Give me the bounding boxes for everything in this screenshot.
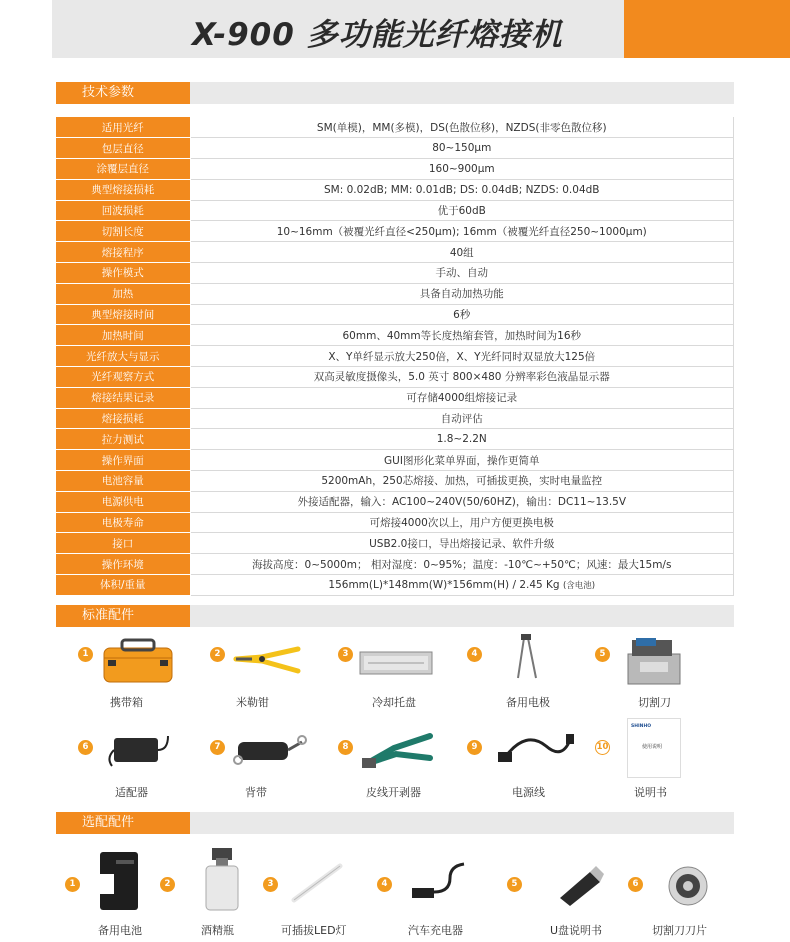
- table-row: [56, 221, 734, 242]
- item-number-badge: 7: [210, 740, 225, 755]
- item-label: 皮线开剥器: [366, 786, 421, 799]
- spec-key: 适用光纤: [56, 117, 190, 138]
- spec-key: 操作界面: [56, 450, 190, 471]
- fiber-cleaver-icon: [622, 636, 686, 688]
- item-number-badge: 3: [338, 647, 353, 662]
- item-label: 备用电池: [98, 924, 142, 937]
- alcohol-bottle-icon: [200, 846, 244, 912]
- spec-value-text: 156mm(L)*148mm(W)*156mm(H) / 2.45 Kg: [328, 578, 560, 591]
- spec-key: 切割长度: [56, 221, 190, 242]
- item-label: 可插拔LED灯: [281, 924, 347, 937]
- header-accent-block: [624, 0, 790, 58]
- power-cord-icon: [496, 726, 576, 772]
- item-label: 冷却托盘: [372, 696, 416, 709]
- section-bar-standard: [56, 605, 734, 627]
- spec-value: 1.8~2.2N: [190, 429, 734, 450]
- spec-note: (含电池): [562, 580, 596, 591]
- spec-key: 电极寿命: [56, 512, 190, 533]
- item-number-badge: 8: [338, 740, 353, 755]
- table-row: [56, 471, 734, 492]
- item-number-badge: 1: [65, 877, 80, 892]
- item-label: 说明书: [634, 786, 667, 799]
- table-row: [56, 179, 734, 200]
- item-number-badge: 1: [78, 647, 93, 662]
- spec-value: 80~150μm: [190, 138, 734, 159]
- spec-value: GUI图形化菜单界面，操作更简单: [190, 450, 734, 471]
- spec-key: 接口: [56, 533, 190, 554]
- header-banner: [52, 0, 740, 58]
- item-number-badge: 2: [210, 647, 225, 662]
- spec-value: 优于60dB: [190, 200, 734, 221]
- usb-drive-icon: [554, 866, 604, 906]
- table-row: [56, 242, 734, 263]
- cooling-tray-icon: [358, 648, 434, 678]
- item-number-badge: 5: [595, 647, 610, 662]
- table-row: [56, 200, 734, 221]
- manual-title: 使用说明: [642, 744, 663, 750]
- table-row: [56, 533, 734, 554]
- spec-value: [190, 575, 734, 596]
- drop-cable-stripper-icon: [360, 728, 436, 772]
- spec-key: 体积/重量: [56, 575, 190, 596]
- table-row: [56, 429, 734, 450]
- spare-electrode-icon: [512, 632, 542, 682]
- table-row: [56, 367, 734, 388]
- spec-key: 光纤观察方式: [56, 367, 190, 388]
- spec-value: 自动评估: [190, 408, 734, 429]
- item-number-badge: 3: [263, 877, 278, 892]
- spec-key: 包层直径: [56, 138, 190, 159]
- item-label: 汽车充电器: [408, 924, 463, 937]
- item-label: 酒精瓶: [201, 924, 234, 937]
- section-bar-tech: [56, 82, 734, 104]
- spec-key: 涂覆层直径: [56, 159, 190, 180]
- spec-value: 60mm、40mm等长度热缩套管，加热时间为16秒: [190, 325, 734, 346]
- table-row: [56, 491, 734, 512]
- section-title-optional: 选配配件: [56, 812, 190, 834]
- section-bar-optional: [56, 812, 734, 834]
- table-row: [56, 283, 734, 304]
- spec-key: 操作模式: [56, 263, 190, 284]
- spec-key: 典型熔接损耗: [56, 179, 190, 200]
- spec-value: X、Y单纤显示放大250倍，X、Y光纤同时双显放大125倍: [190, 346, 734, 367]
- table-row: [56, 387, 734, 408]
- car-charger-icon: [406, 858, 470, 908]
- cleaver-blade-icon: [666, 864, 710, 908]
- table-row: [56, 554, 734, 575]
- table-row: [56, 450, 734, 471]
- spec-value: 外接适配器，输入：AC100~240V(50/60HZ)，输出：DC11~13.5V: [190, 491, 734, 512]
- spec-key: 熔接结果记录: [56, 387, 190, 408]
- spec-value: 手动、自动: [190, 263, 734, 284]
- spec-value: 10~16mm（被覆光纤直径<250μm); 16mm（被覆光纤直径250~1000μm): [190, 221, 734, 242]
- spec-key: 加热时间: [56, 325, 190, 346]
- item-number-badge: 4: [467, 647, 482, 662]
- table-row: [56, 117, 734, 138]
- section-title-standard: 标准配件: [56, 605, 190, 627]
- item-label: 适配器: [115, 786, 148, 799]
- item-label: 备用电极: [506, 696, 550, 709]
- item-label: 电源线: [512, 786, 545, 799]
- table-row: [56, 346, 734, 367]
- spec-value: 可熔接4000次以上，用户方便更换电极: [190, 512, 734, 533]
- table-row: [56, 325, 734, 346]
- table-row: [56, 304, 734, 325]
- spec-key: 电池容量: [56, 471, 190, 492]
- spec-key: 拉力测试: [56, 429, 190, 450]
- spare-battery-icon: [90, 850, 142, 912]
- table-row: [56, 138, 734, 159]
- item-label: U盘说明书: [550, 924, 603, 937]
- spec-key: 光纤放大与显示: [56, 346, 190, 367]
- item-number-badge: 5: [507, 877, 522, 892]
- table-row: [56, 263, 734, 284]
- carrying-case-icon: [100, 636, 176, 686]
- manual-booklet-icon: [627, 718, 681, 778]
- spec-value: SM: 0.02dB; MM: 0.01dB; DS: 0.04dB; NZDS: 0.04dB: [190, 179, 734, 200]
- spec-key: 加热: [56, 283, 190, 304]
- miller-clamp-icon: [232, 645, 302, 675]
- spec-key: 回波损耗: [56, 200, 190, 221]
- spec-key: 电源供电: [56, 491, 190, 512]
- item-label: 背带: [245, 786, 267, 799]
- spec-value: SM(单模)，MM(多模)，DS(色散位移)，NZDS(非零色散位移): [190, 117, 734, 138]
- item-number-badge: 10: [595, 740, 610, 755]
- item-number-badge: 2: [160, 877, 175, 892]
- table-row: [56, 575, 734, 596]
- table-row: [56, 408, 734, 429]
- item-number-badge: 9: [467, 740, 482, 755]
- spec-value: 双高灵敏度摄像头，5.0 英寸 800×480 分辨率彩色液晶显示器: [190, 367, 734, 388]
- item-label: 切割刀刀片: [652, 924, 707, 937]
- spec-value: 160~900μm: [190, 159, 734, 180]
- spec-key: 典型熔接时间: [56, 304, 190, 325]
- page-title: X-900 多功能光纤熔接机: [192, 17, 563, 53]
- led-light-icon: [288, 856, 348, 906]
- table-row: [56, 512, 734, 533]
- item-number-badge: 4: [377, 877, 392, 892]
- spec-value: 可存储4000组熔接记录: [190, 387, 734, 408]
- spec-key: 熔接程序: [56, 242, 190, 263]
- item-label: 切割刀: [638, 696, 671, 709]
- spec-key: 操作环境: [56, 554, 190, 575]
- item-number-badge: 6: [78, 740, 93, 755]
- section-title-tech: 技术参数: [56, 82, 190, 104]
- item-number-badge: 6: [628, 877, 643, 892]
- spec-value: 40组: [190, 242, 734, 263]
- spec-table: [56, 117, 734, 596]
- spec-value: 海拔高度：0~5000m； 相对湿度：0~95%；温度：-10℃~+50℃；风速：最大15m/s: [190, 554, 734, 575]
- shoulder-strap-icon: [232, 730, 308, 770]
- spec-value: 6秒: [190, 304, 734, 325]
- item-label: 米勒钳: [236, 696, 269, 709]
- spec-key: 熔接损耗: [56, 408, 190, 429]
- power-adapter-icon: [106, 728, 172, 770]
- table-row: [56, 159, 734, 180]
- spec-value: 5200mAh，250芯熔接、加热，可插拔更换，实时电量监控: [190, 471, 734, 492]
- spec-value: USB2.0接口，导出熔接记录、软件升级: [190, 533, 734, 554]
- item-label: 携带箱: [110, 696, 143, 709]
- manual-brand: SHINHO: [631, 724, 652, 729]
- spec-value: 具备自动加热功能: [190, 283, 734, 304]
